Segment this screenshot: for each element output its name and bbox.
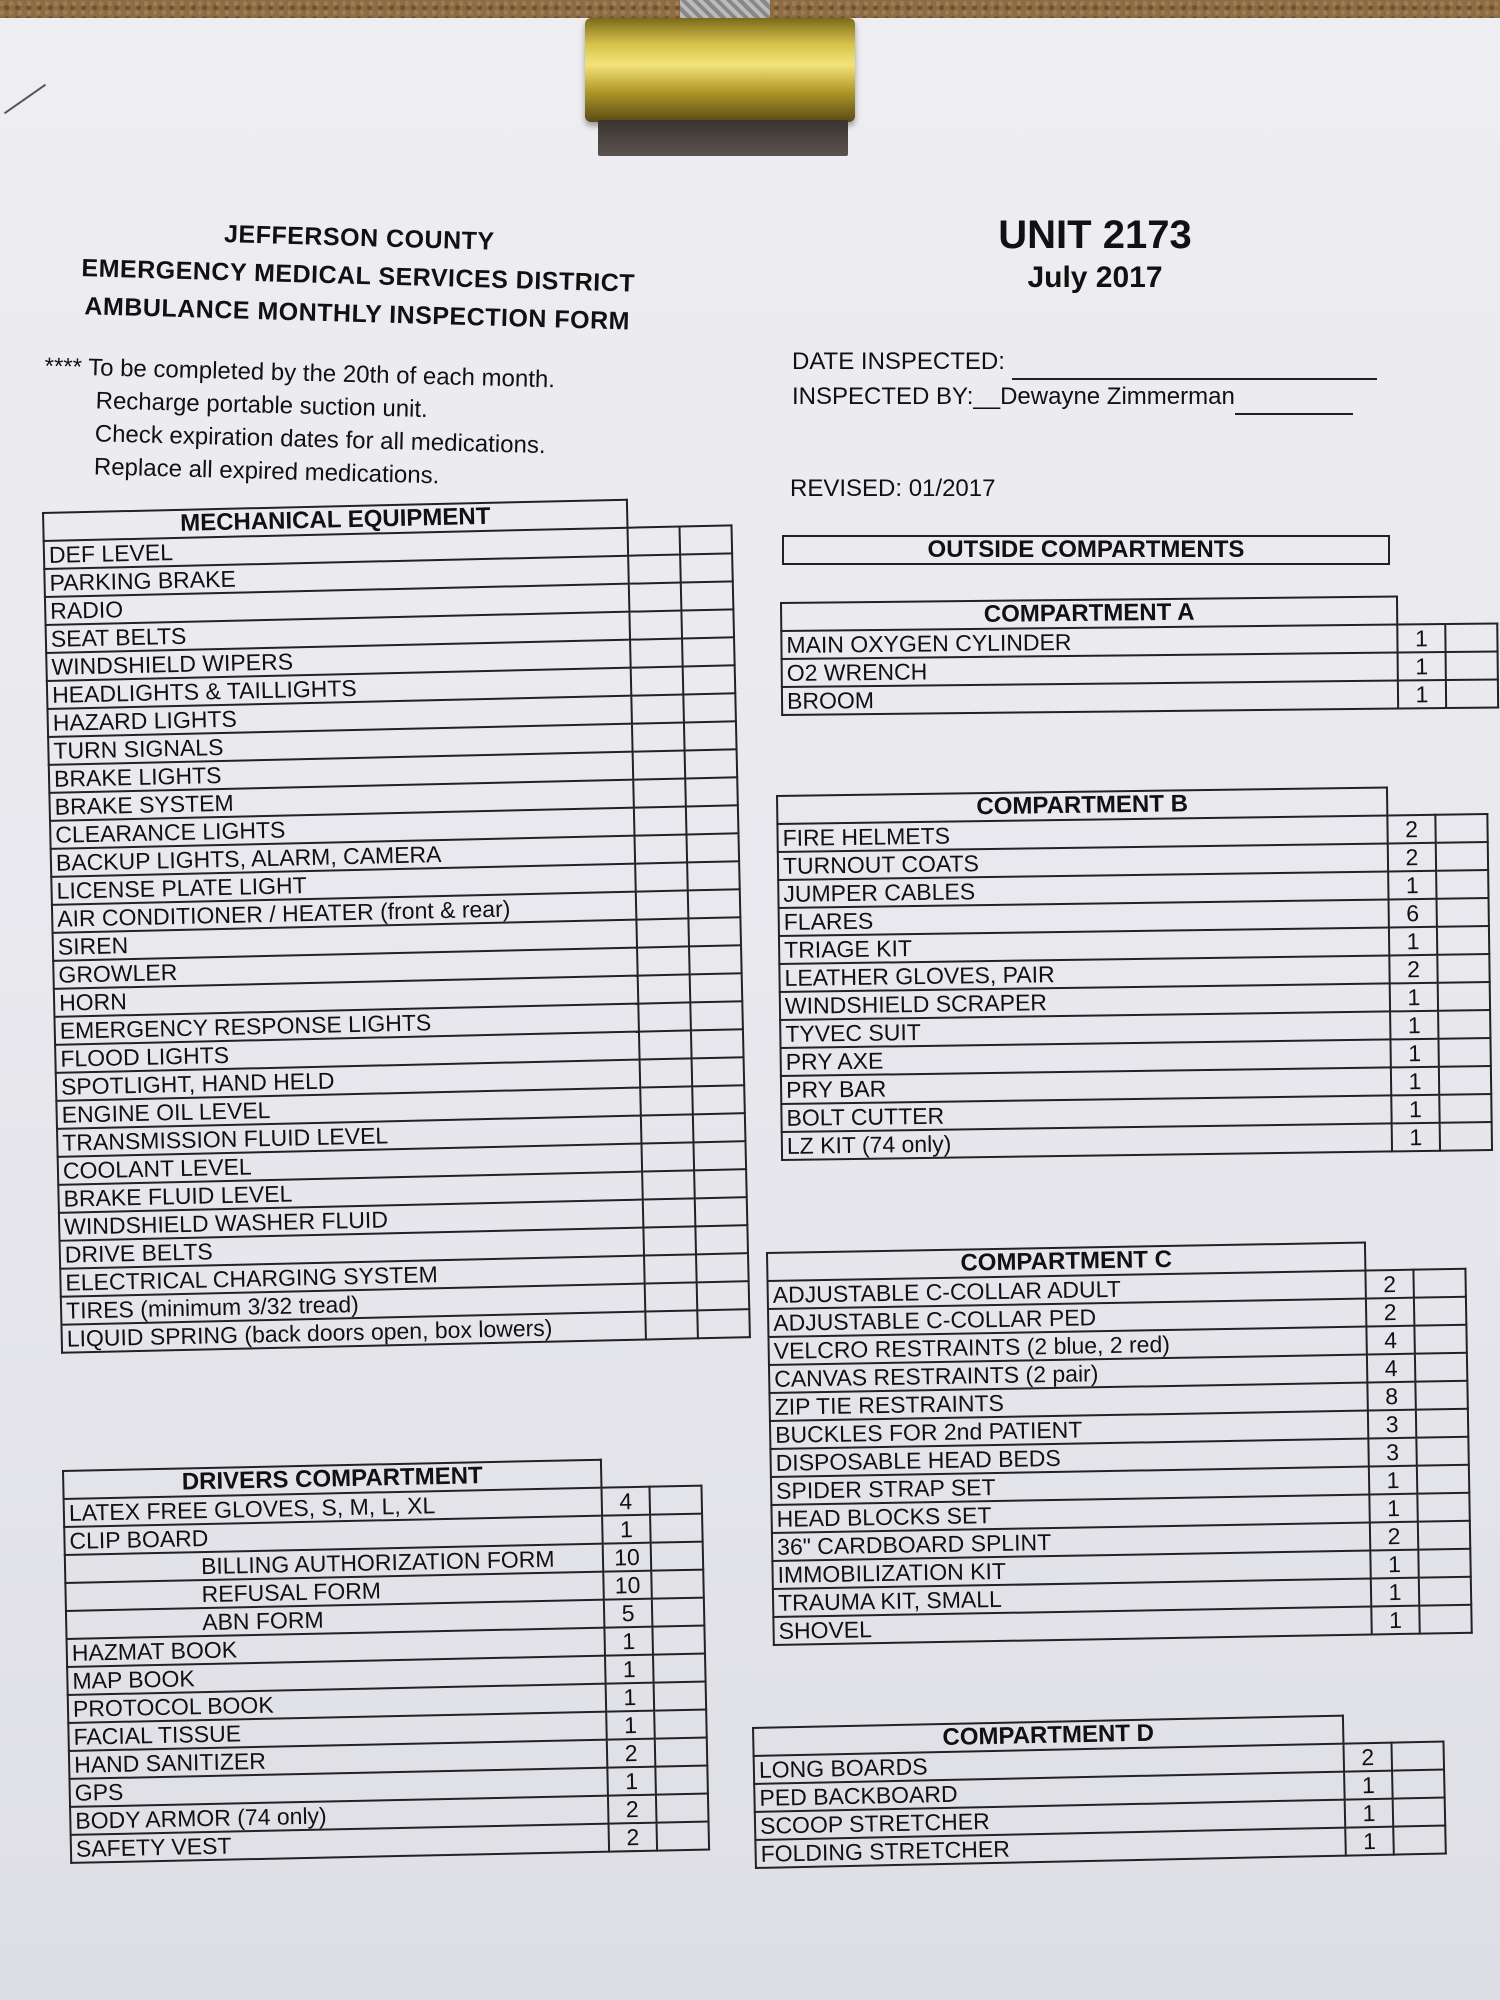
item-name: ADJUSTABLE C-COLLAR PED xyxy=(768,1299,1366,1337)
check-box[interactable] xyxy=(683,693,736,722)
check-box[interactable] xyxy=(1419,1577,1471,1606)
check-box[interactable] xyxy=(684,721,737,750)
check-box[interactable] xyxy=(1414,1297,1466,1326)
item-name: PARKING BRAKE xyxy=(44,556,628,597)
mechanical-equipment-table xyxy=(42,496,751,1353)
item-quantity: 2 xyxy=(1388,843,1436,872)
compartment-d-title: COMPARTMENT D xyxy=(753,1716,1343,1756)
item-name: CANVAS RESTRAINTS (2 pair) xyxy=(769,1355,1367,1393)
check-box[interactable] xyxy=(1416,1437,1468,1466)
item-name: IMMOBILIZATION KIT xyxy=(772,1550,1370,1588)
check-box[interactable] xyxy=(697,1309,750,1338)
mechanical-title: MECHANICAL EQUIPMENT xyxy=(43,500,627,541)
item-name: PED BACKBOARD xyxy=(754,1772,1344,1812)
item-name: LIQUID SPRING (back doors open, box lowers) xyxy=(61,1312,645,1353)
item-name: TURN SIGNALS xyxy=(48,724,632,765)
item-name: LONG BOARDS xyxy=(754,1744,1344,1784)
check-box[interactable] xyxy=(695,1197,748,1226)
check-box[interactable] xyxy=(692,1085,745,1114)
item-quantity: 3 xyxy=(1368,1438,1416,1467)
item-name: TRAUMA KIT, SMALL xyxy=(773,1578,1371,1616)
item-name: BACKUP LIGHTS, ALARM, CAMERA xyxy=(51,836,635,877)
check-box[interactable] xyxy=(656,1794,709,1823)
compartment-a-table xyxy=(780,594,1499,716)
pencil-mark xyxy=(4,84,46,114)
header-district: EMERGENCY MEDICAL SERVICES DISTRICT xyxy=(81,254,636,298)
check-box[interactable] xyxy=(639,1030,692,1059)
check-box[interactable] xyxy=(653,1654,706,1683)
item-quantity: 4 xyxy=(601,1487,650,1516)
item-name: BROOM xyxy=(782,681,1398,715)
item-quantity: 2 xyxy=(608,1795,657,1824)
check-box[interactable] xyxy=(638,974,691,1003)
check-box[interactable] xyxy=(654,1710,707,1739)
check-box[interactable] xyxy=(687,861,740,890)
item-name: DRIVE BELTS xyxy=(60,1228,644,1269)
item-name: MAIN OXYGEN CYLINDER xyxy=(781,625,1397,659)
item-quantity: 10 xyxy=(603,1571,652,1600)
item-name: FOLDING STRETCHER xyxy=(755,1828,1345,1868)
item-name: PROTOCOL BOOK xyxy=(68,1684,606,1723)
item-quantity: 1 xyxy=(1391,1067,1439,1096)
check-box[interactable] xyxy=(1417,1493,1469,1522)
item-name: GROWLER xyxy=(53,948,637,989)
check-box[interactable] xyxy=(694,1169,747,1198)
item-quantity: 2 xyxy=(1370,1522,1418,1551)
item-name: SPOTLIGHT, HAND HELD xyxy=(56,1060,640,1101)
check-box[interactable] xyxy=(1436,870,1488,899)
item-quantity: 1 xyxy=(604,1627,653,1656)
item-name: SPIDER STRAP SET xyxy=(771,1467,1369,1505)
check-box[interactable] xyxy=(636,890,689,919)
item-name: TURNOUT COATS xyxy=(778,843,1388,880)
check-box[interactable] xyxy=(629,583,682,612)
item-name: CLIP BOARD xyxy=(64,1516,602,1555)
compartment-b-title: COMPARTMENT B xyxy=(777,787,1387,824)
check-box[interactable] xyxy=(634,806,687,835)
date-inspected-label: DATE INSPECTED: xyxy=(792,348,1005,375)
item-name: HAZARD LIGHTS xyxy=(47,696,631,737)
check-box[interactable] xyxy=(633,778,686,807)
check-box[interactable] xyxy=(654,1682,707,1711)
check-box[interactable] xyxy=(683,665,736,694)
check-box[interactable] xyxy=(688,889,741,918)
item-quantity: 1 xyxy=(1371,1578,1419,1607)
check-box[interactable] xyxy=(1437,954,1489,983)
item-quantity: 1 xyxy=(607,1767,656,1796)
item-quantity: 1 xyxy=(606,1711,655,1740)
check-box[interactable] xyxy=(628,527,681,556)
item-quantity: 1 xyxy=(1390,1011,1438,1040)
check-box[interactable] xyxy=(691,1029,744,1058)
item-quantity: 2 xyxy=(607,1739,656,1768)
check-box[interactable] xyxy=(632,722,685,751)
note-expiration: Check expiration dates for all medications. xyxy=(94,420,546,460)
check-box[interactable] xyxy=(1415,1381,1467,1410)
item-name: HAND SANITIZER xyxy=(69,1740,607,1779)
check-box[interactable] xyxy=(695,1225,748,1254)
check-box[interactable] xyxy=(643,1226,696,1255)
date-inspected-field[interactable] xyxy=(1012,345,1377,380)
item-name: BRAKE SYSTEM xyxy=(49,780,633,821)
note-completion: **** To be completed by the 20th of each month. xyxy=(44,352,556,394)
check-box[interactable] xyxy=(629,611,682,640)
check-box[interactable] xyxy=(1438,982,1490,1011)
item-name: FLARES xyxy=(779,899,1389,936)
item-quantity: 8 xyxy=(1367,1382,1415,1411)
form-header xyxy=(37,210,680,342)
check-box[interactable] xyxy=(1437,926,1489,955)
check-box[interactable] xyxy=(1439,1094,1491,1123)
item-name: SIREN xyxy=(53,920,637,961)
check-box[interactable] xyxy=(1445,623,1497,652)
item-quantity: 4 xyxy=(1366,1326,1414,1355)
check-box[interactable] xyxy=(640,1058,693,1087)
item-quantity: 1 xyxy=(1398,652,1446,681)
item-quantity: 5 xyxy=(604,1599,653,1628)
item-name: ELECTRICAL CHARGING SYSTEM xyxy=(60,1256,644,1297)
check-box[interactable] xyxy=(1440,1122,1492,1151)
item-name: BILLING AUTHORIZATION FORM xyxy=(65,1544,603,1583)
check-box[interactable] xyxy=(636,918,689,947)
outside-compartments-header xyxy=(782,535,1390,565)
item-quantity: 2 xyxy=(1365,1270,1413,1299)
item-name: ENGINE OIL LEVEL xyxy=(56,1088,640,1129)
check-box[interactable] xyxy=(657,1822,710,1851)
check-box[interactable] xyxy=(634,834,687,863)
item-name: GPS xyxy=(69,1768,607,1807)
item-name: RADIO xyxy=(45,584,629,625)
check-box[interactable] xyxy=(1437,898,1489,927)
item-name: SEAT BELTS xyxy=(46,612,630,653)
item-name: TRANSMISSION FLUID LEVEL xyxy=(57,1116,641,1157)
item-name: TIRES (minimum 3/32 tread) xyxy=(61,1284,645,1325)
instructions xyxy=(42,350,556,495)
item-quantity: 1 xyxy=(1398,680,1446,709)
compartment-c-title: COMPARTMENT C xyxy=(767,1243,1365,1281)
check-box[interactable] xyxy=(655,1738,708,1767)
check-box[interactable] xyxy=(686,833,739,862)
check-box[interactable] xyxy=(1392,1770,1445,1799)
check-box[interactable] xyxy=(631,667,684,696)
item-quantity: 4 xyxy=(1367,1354,1415,1383)
item-quantity: 1 xyxy=(1369,1494,1417,1523)
note-suction: Recharge portable suction unit. xyxy=(95,387,429,424)
check-box[interactable] xyxy=(690,973,743,1002)
compartment-b-table xyxy=(776,785,1493,1161)
item-name: BODY ARMOR (74 only) xyxy=(70,1796,608,1835)
header-county: JEFFERSON COUNTY xyxy=(223,220,495,256)
inspected-by-label: INSPECTED BY: xyxy=(792,383,974,410)
item-name: LZ KIT (74 only) xyxy=(782,1123,1392,1160)
check-box[interactable] xyxy=(650,1514,703,1543)
item-quantity: 1 xyxy=(1392,1123,1440,1152)
compartment-d-table xyxy=(752,1713,1447,1869)
check-box[interactable] xyxy=(1417,1465,1469,1494)
item-name: DISPOSABLE HEAD BEDS xyxy=(770,1439,1368,1477)
check-box[interactable] xyxy=(1414,1325,1466,1354)
item-quantity: 1 xyxy=(1388,871,1436,900)
check-box[interactable] xyxy=(651,1542,704,1571)
item-name: HORN xyxy=(54,976,638,1017)
check-box[interactable] xyxy=(631,694,684,723)
inspected-by-value[interactable]: __Dewayne Zimmerman xyxy=(973,383,1235,410)
item-quantity: 2 xyxy=(1389,955,1437,984)
item-name: TYVEC SUIT xyxy=(780,1011,1390,1048)
item-name: COOLANT LEVEL xyxy=(58,1144,642,1185)
inspection-info xyxy=(792,345,1377,415)
check-box[interactable] xyxy=(697,1281,750,1310)
check-box[interactable] xyxy=(685,777,738,806)
check-box[interactable] xyxy=(649,1486,702,1515)
item-name: FACIAL TISSUE xyxy=(68,1712,606,1751)
item-quantity: 1 xyxy=(1391,1095,1439,1124)
item-quantity: 1 xyxy=(605,1655,654,1684)
item-quantity: 1 xyxy=(1344,1771,1393,1800)
item-name: WINDSHIELD SCRAPER xyxy=(780,983,1390,1020)
item-name: VELCRO RESTRAINTS (2 blue, 2 red) xyxy=(768,1327,1366,1365)
check-box[interactable] xyxy=(640,1086,693,1115)
check-box[interactable] xyxy=(641,1114,694,1143)
item-name: AIR CONDITIONER / HEATER (front & rear) xyxy=(52,892,636,933)
check-box[interactable] xyxy=(641,1142,694,1171)
item-name: PRY AXE xyxy=(781,1039,1391,1076)
item-name: SHOVEL xyxy=(773,1606,1371,1644)
outside-title: OUTSIDE COMPARTMENTS xyxy=(783,536,1389,564)
check-box[interactable] xyxy=(651,1570,704,1599)
item-quantity: 1 xyxy=(1390,983,1438,1012)
item-name: MAP BOOK xyxy=(67,1656,605,1695)
item-name: BUCKLES FOR 2nd PATIENT xyxy=(770,1411,1368,1449)
revised-date: REVISED: 01/2017 xyxy=(790,475,996,502)
check-box[interactable] xyxy=(1438,1010,1490,1039)
item-name: ABN FORM xyxy=(66,1600,604,1639)
item-quantity: 2 xyxy=(1343,1743,1392,1772)
item-name: SCOOP STRETCHER xyxy=(755,1800,1345,1840)
item-name: HEADLIGHTS & TAILLIGHTS xyxy=(47,668,631,709)
check-box[interactable] xyxy=(637,946,690,975)
item-name: FIRE HELMETS xyxy=(777,815,1387,852)
check-box[interactable] xyxy=(681,581,734,610)
check-box[interactable] xyxy=(693,1113,746,1142)
check-box[interactable] xyxy=(644,1254,697,1283)
item-name: ADJUSTABLE C-COLLAR ADULT xyxy=(768,1271,1366,1309)
check-box[interactable] xyxy=(686,805,739,834)
item-quantity: 1 xyxy=(1345,1827,1394,1856)
check-box[interactable] xyxy=(1419,1605,1471,1634)
item-name: BOLT CUTTER xyxy=(781,1095,1391,1132)
item-name: ZIP TIE RESTRAINTS xyxy=(769,1383,1367,1421)
check-box[interactable] xyxy=(690,1001,743,1030)
item-quantity: 1 xyxy=(1345,1799,1394,1828)
item-quantity: 10 xyxy=(603,1543,652,1572)
item-quantity: 1 xyxy=(1370,1550,1418,1579)
item-quantity: 3 xyxy=(1368,1410,1416,1439)
item-quantity: 6 xyxy=(1389,899,1437,928)
item-name: DEF LEVEL xyxy=(44,528,628,569)
check-box[interactable] xyxy=(681,609,734,638)
drivers-compartment-table xyxy=(62,1457,710,1864)
check-box[interactable] xyxy=(1415,1353,1467,1382)
check-box[interactable] xyxy=(1418,1521,1470,1550)
item-name: WINDSHIELD WIPERS xyxy=(46,640,630,681)
check-box[interactable] xyxy=(645,1282,698,1311)
item-name: FLOOD LIGHTS xyxy=(55,1032,639,1073)
check-box[interactable] xyxy=(693,1141,746,1170)
check-box[interactable] xyxy=(679,525,732,554)
inspected-by-underline xyxy=(1235,380,1353,415)
check-box[interactable] xyxy=(696,1253,749,1282)
check-box[interactable] xyxy=(652,1598,705,1627)
check-box[interactable] xyxy=(688,917,741,946)
item-quantity: 1 xyxy=(606,1683,655,1712)
item-name: PRY BAR xyxy=(781,1067,1391,1104)
check-box[interactable] xyxy=(652,1626,705,1655)
item-quantity: 2 xyxy=(1387,815,1435,844)
drivers-title: DRIVERS COMPARTMENT xyxy=(63,1460,601,1499)
check-box[interactable] xyxy=(642,1170,695,1199)
check-box[interactable] xyxy=(1413,1269,1465,1298)
item-name: WINDSHIELD WASHER FLUID xyxy=(59,1200,643,1241)
check-box[interactable] xyxy=(1391,1742,1444,1771)
check-box[interactable] xyxy=(1418,1549,1470,1578)
check-box[interactable] xyxy=(635,862,688,891)
compartment-c-table xyxy=(766,1240,1473,1646)
unit-header xyxy=(995,212,1195,298)
item-quantity: 1 xyxy=(1397,624,1445,653)
item-quantity: 1 xyxy=(1390,1039,1438,1068)
check-box[interactable] xyxy=(630,639,683,668)
item-quantity: 2 xyxy=(609,1823,658,1852)
item-name: HAZMAT BOOK xyxy=(67,1628,605,1667)
unit-date: July 2017 xyxy=(1027,261,1163,294)
unit-title: UNIT 2173 xyxy=(998,213,1192,257)
check-box[interactable] xyxy=(1435,814,1487,843)
check-box[interactable] xyxy=(1436,842,1488,871)
item-name: LEATHER GLOVES, PAIR xyxy=(779,955,1389,992)
check-box[interactable] xyxy=(628,555,681,584)
item-name: 36" CARDBOARD SPLINT xyxy=(772,1523,1370,1561)
item-quantity: 1 xyxy=(602,1515,651,1544)
compartment-a-title: COMPARTMENT A xyxy=(781,597,1397,631)
check-box[interactable] xyxy=(655,1766,708,1795)
note-replace: Replace all expired medications. xyxy=(93,453,440,490)
item-quantity: 2 xyxy=(1366,1298,1414,1327)
item-name: HEAD BLOCKS SET xyxy=(771,1495,1369,1533)
item-name: CLEARANCE LIGHTS xyxy=(50,808,634,849)
header-form-title: AMBULANCE MONTHLY INSPECTION FORM xyxy=(84,292,631,336)
item-name: REFUSAL FORM xyxy=(65,1572,603,1611)
item-name: JUMPER CABLES xyxy=(778,871,1388,908)
check-box[interactable] xyxy=(680,553,733,582)
item-name: BRAKE LIGHTS xyxy=(49,752,633,793)
check-box[interactable] xyxy=(1416,1409,1468,1438)
item-quantity: 1 xyxy=(1389,927,1437,956)
check-box[interactable] xyxy=(682,637,735,666)
check-box[interactable] xyxy=(1393,1798,1446,1827)
check-box[interactable] xyxy=(689,945,742,974)
check-box[interactable] xyxy=(1438,1038,1490,1067)
check-box[interactable] xyxy=(638,1002,691,1031)
clip-base xyxy=(598,120,848,156)
item-quantity: 1 xyxy=(1371,1606,1419,1635)
check-box[interactable] xyxy=(685,749,738,778)
check-box[interactable] xyxy=(1439,1066,1491,1095)
item-name: O2 WRENCH xyxy=(782,653,1398,687)
item-name: LICENSE PLATE LIGHT xyxy=(51,864,635,905)
item-name: TRIAGE KIT xyxy=(779,927,1389,964)
check-box[interactable] xyxy=(1393,1826,1446,1855)
item-name: EMERGENCY RESPONSE LIGHTS xyxy=(54,1004,638,1045)
item-quantity: 1 xyxy=(1369,1466,1417,1495)
check-box[interactable] xyxy=(633,750,686,779)
item-name: SAFETY VEST xyxy=(71,1824,609,1863)
item-name: BRAKE FLUID LEVEL xyxy=(58,1172,642,1213)
check-box[interactable] xyxy=(692,1057,745,1086)
gold-clip xyxy=(585,18,855,122)
check-box[interactable] xyxy=(1446,679,1498,708)
check-box[interactable] xyxy=(1446,651,1498,680)
check-box[interactable] xyxy=(643,1198,696,1227)
check-box[interactable] xyxy=(645,1310,698,1339)
item-name: LATEX FREE GLOVES, S, M, L, XL xyxy=(64,1488,602,1527)
